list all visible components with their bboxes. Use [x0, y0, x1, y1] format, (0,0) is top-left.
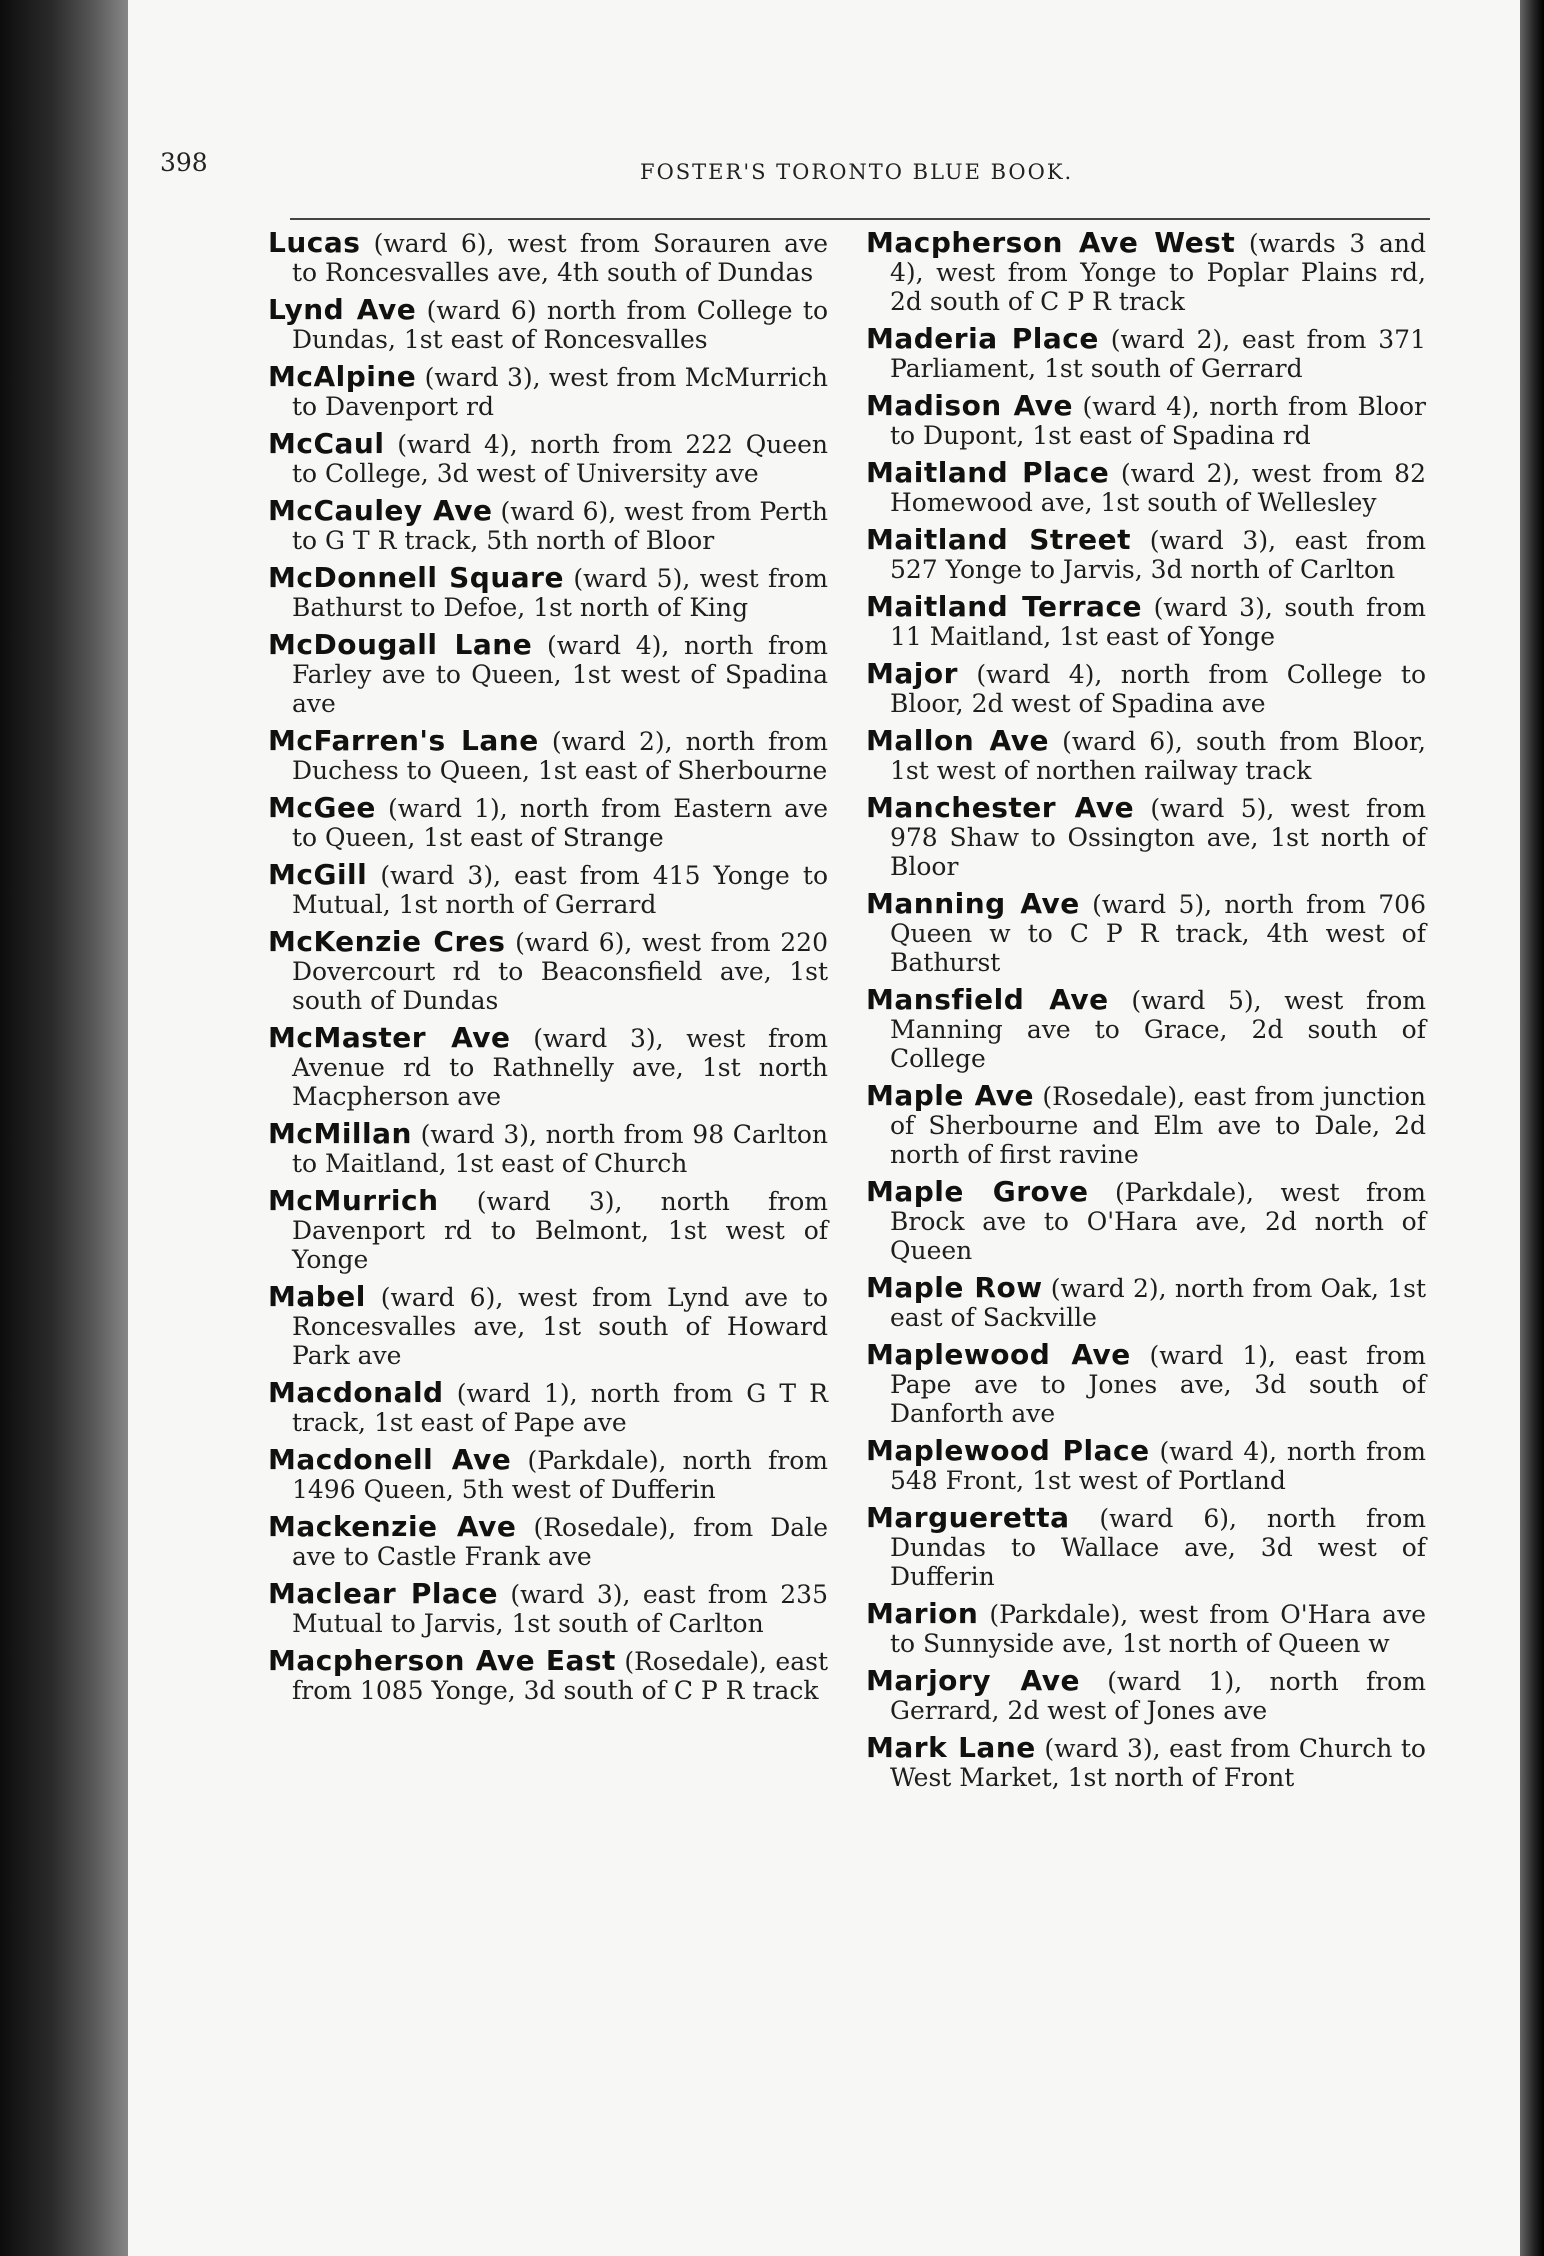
- street-description: (ward 6), north from Dundas to Wallace ave, 3d west of Dufferin: [890, 1504, 1426, 1591]
- street-entry: [268, 362, 828, 421]
- street-description: (ward 5), west from Bathurst to Defoe, 1st north of King: [292, 564, 828, 622]
- street-name: Lynd Ave: [268, 293, 417, 326]
- street-name: McCauley Ave: [268, 494, 493, 527]
- street-entry: [866, 1081, 1426, 1169]
- street-entry: [866, 1733, 1426, 1792]
- street-entry: [268, 228, 828, 287]
- street-entry: [268, 1445, 828, 1504]
- street-description: (Parkdale), west from Brock ave to O'Hara ave, 2d north of Queen: [890, 1178, 1427, 1265]
- street-description: (Rosedale), east from 1085 Yonge, 3d south of C P R track: [292, 1647, 828, 1705]
- street-description: (ward 1), north from Eastern ave to Queen, 1st east of Strange: [292, 794, 828, 852]
- book-spine-edge: [0, 0, 130, 2256]
- street-name: Marion: [866, 1597, 979, 1630]
- street-description: (ward 3), east from 235 Mutual to Jarvis, 1st south of Carlton: [292, 1580, 828, 1638]
- street-entry: [268, 1378, 828, 1437]
- street-name: Mark Lane: [866, 1731, 1036, 1764]
- street-name: Macdonald: [268, 1376, 444, 1409]
- street-description: (ward 3), east from 415 Yonge to Mutual, 1st north of Gerrard: [292, 861, 828, 919]
- street-name: Manning Ave: [866, 887, 1080, 920]
- street-entry: [268, 1023, 828, 1111]
- street-entry: [866, 1503, 1426, 1591]
- street-entry: [268, 1512, 828, 1571]
- street-entry: [268, 1579, 828, 1638]
- book-right-edge: [1520, 0, 1544, 2256]
- street-entry: [866, 1599, 1426, 1658]
- street-entry: [866, 458, 1426, 517]
- street-entry: [268, 1119, 828, 1178]
- street-name: McDonnell Square: [268, 561, 564, 594]
- street-name: McFarren's Lane: [268, 724, 539, 757]
- street-name: McDougall Lane: [268, 628, 533, 661]
- street-entry: [866, 793, 1426, 881]
- street-name: McGill: [268, 858, 368, 891]
- street-entry: [268, 1282, 828, 1370]
- street-name: Mackenzie Ave: [268, 1510, 517, 1543]
- street-description: (ward 3), west from Avenue rd to Rathnelly ave, 1st north Macpherson ave: [292, 1024, 828, 1111]
- street-name: McGee: [268, 791, 376, 824]
- street-description: (ward 1), east from Pape ave to Jones ave, 3d south of Danforth ave: [890, 1341, 1427, 1428]
- street-name: Manchester Ave: [866, 791, 1135, 824]
- street-entry: [268, 630, 828, 718]
- street-description: (Rosedale), east from junction of Sherbourne and Elm ave to Dale, 2d north of first ravine: [890, 1082, 1426, 1169]
- street-name: Maple Grove: [866, 1175, 1089, 1208]
- street-description: (ward 6), west from Lynd ave to Roncesvalles ave, 1st south of Howard Park ave: [292, 1283, 829, 1370]
- street-description: (ward 2), north from Oak, 1st east of Sackville: [890, 1274, 1426, 1332]
- street-entry: [268, 429, 828, 488]
- street-name: McAlpine: [268, 360, 417, 393]
- street-name: Maclear Place: [268, 1577, 498, 1610]
- header-rule: [290, 218, 1430, 220]
- street-entry: [866, 1340, 1426, 1428]
- street-entry: [866, 889, 1426, 977]
- street-description: (ward 4), north from Farley ave to Queen, 1st west of Spadina ave: [292, 631, 829, 718]
- street-description: (Rosedale), from Dale ave to Castle Frank ave: [292, 1513, 828, 1571]
- street-name: Mallon Ave: [866, 724, 1049, 757]
- street-description: (ward 4), north from 222 Queen to College, 3d west of University ave: [292, 430, 828, 488]
- street-description: (ward 6), west from 220 Dovercourt rd to Beaconsfield ave, 1st south of Dundas: [292, 928, 828, 1015]
- street-name: Maitland Terrace: [866, 590, 1143, 623]
- street-entry: [268, 1186, 828, 1274]
- street-name: Macdonell Ave: [268, 1443, 512, 1476]
- street-name: Maplewood Place: [866, 1434, 1150, 1467]
- street-description: (ward 1), north from G T R track, 1st east of Pape ave: [292, 1379, 828, 1437]
- street-name: Lucas: [268, 226, 361, 259]
- street-description: (ward 3), south from 11 Maitland, 1st east of Yonge: [890, 593, 1426, 651]
- street-name: Maple Row: [866, 1271, 1043, 1304]
- street-entry: [866, 592, 1426, 651]
- street-description: (Parkdale), west from O'Hara ave to Sunnyside ave, 1st north of Queen w: [890, 1600, 1426, 1658]
- street-entry: [866, 1436, 1426, 1495]
- street-description: (ward 4), north from 548 Front, 1st west of Portland: [890, 1437, 1427, 1495]
- street-entry: [866, 324, 1426, 383]
- street-description: (Parkdale), north from 1496 Queen, 5th west of Dufferin: [292, 1446, 829, 1504]
- street-entry: [268, 1646, 828, 1705]
- street-entry: [268, 726, 828, 785]
- street-description: (ward 3), east from 527 Yonge to Jarvis, 3d north of Carlton: [890, 526, 1426, 584]
- street-description: (ward 4), north from College to Bloor, 2d west of Spadina ave: [890, 660, 1426, 718]
- left-column: [268, 228, 828, 1713]
- street-description: (ward 6) north from College to Dundas, 1st east of Roncesvalles: [292, 296, 828, 354]
- street-name: Madison Ave: [866, 389, 1073, 422]
- street-description: (ward 3), east from Church to West Market, 1st north of Front: [890, 1734, 1426, 1792]
- street-name: McMillan: [268, 1117, 412, 1150]
- street-description: (ward 5), west from Manning ave to Grace, 2d south of College: [890, 986, 1426, 1073]
- street-name: McMaster Ave: [268, 1021, 511, 1054]
- street-name: Maitland Street: [866, 523, 1131, 556]
- street-name: Mansfield Ave: [866, 983, 1109, 1016]
- page-number: 398: [160, 148, 208, 177]
- street-entry: [268, 563, 828, 622]
- street-entry: [268, 860, 828, 919]
- street-name: Major: [866, 657, 958, 690]
- street-entry: [268, 793, 828, 852]
- street-description: (ward 1), north from Gerrard, 2d west of Jones ave: [890, 1667, 1427, 1725]
- street-entry: [866, 985, 1426, 1073]
- street-description: (ward 2), west from 82 Homewood ave, 1st south of Wellesley: [890, 459, 1426, 517]
- street-name: McCaul: [268, 427, 385, 460]
- street-entry: [268, 496, 828, 555]
- street-name: Mabel: [268, 1280, 366, 1313]
- street-entry: [866, 1177, 1426, 1265]
- street-description: (wards 3 and 4), west from Yonge to Poplar Plains rd, 2d south of C P R track: [890, 229, 1427, 316]
- street-entry: [866, 1273, 1426, 1332]
- street-description: (ward 2), north from Duchess to Queen, 1st east of Sherbourne: [292, 727, 829, 785]
- street-description: (ward 3), north from 98 Carlton to Maitland, 1st east of Church: [292, 1120, 828, 1178]
- street-entry: [866, 726, 1426, 785]
- street-entry: [866, 659, 1426, 718]
- street-name: McKenzie Cres: [268, 925, 506, 958]
- page-header: [160, 148, 1430, 198]
- street-name: Macpherson Ave West: [866, 226, 1236, 259]
- running-title: FOSTER'S TORONTO BLUE BOOK.: [640, 160, 1074, 184]
- street-entry: [268, 295, 828, 354]
- street-description: (ward 4), north from Bloor to Dupont, 1st east of Spadina rd: [890, 392, 1426, 450]
- street-description: (ward 6), south from Bloor, 1st west of northen railway track: [890, 727, 1426, 785]
- street-name: Margueretta: [866, 1501, 1070, 1534]
- street-name: Maple Ave: [866, 1079, 1035, 1112]
- street-name: McMurrich: [268, 1184, 439, 1217]
- street-description: (ward 3), north from Davenport rd to Belmont, 1st west of Yonge: [292, 1187, 829, 1274]
- right-column: [866, 228, 1426, 1800]
- street-name: Macpherson Ave East: [268, 1644, 616, 1677]
- street-entry: [866, 228, 1426, 316]
- street-description: (ward 6), west from Perth to G T R track, 5th north of Bloor: [292, 497, 828, 555]
- street-description: (ward 6), west from Sorauren ave to Roncesvalles ave, 4th south of Dundas: [292, 229, 828, 287]
- street-description: (ward 5), north from 706 Queen w to C P R track, 4th west of Bathurst: [890, 890, 1426, 977]
- street-entry: [866, 391, 1426, 450]
- street-entry: [866, 525, 1426, 584]
- street-description: (ward 3), west from McMurrich to Davenport rd: [292, 363, 829, 421]
- street-name: Maplewood Ave: [866, 1338, 1131, 1371]
- street-name: Marjory Ave: [866, 1664, 1080, 1697]
- street-description: (ward 2), east from 371 Parliament, 1st south of Gerrard: [890, 325, 1426, 383]
- street-entry: [268, 927, 828, 1015]
- street-entry: [866, 1666, 1426, 1725]
- street-name: Maderia Place: [866, 322, 1099, 355]
- street-description: (ward 5), west from 978 Shaw to Ossington ave, 1st north of Bloor: [890, 794, 1426, 881]
- street-name: Maitland Place: [866, 456, 1110, 489]
